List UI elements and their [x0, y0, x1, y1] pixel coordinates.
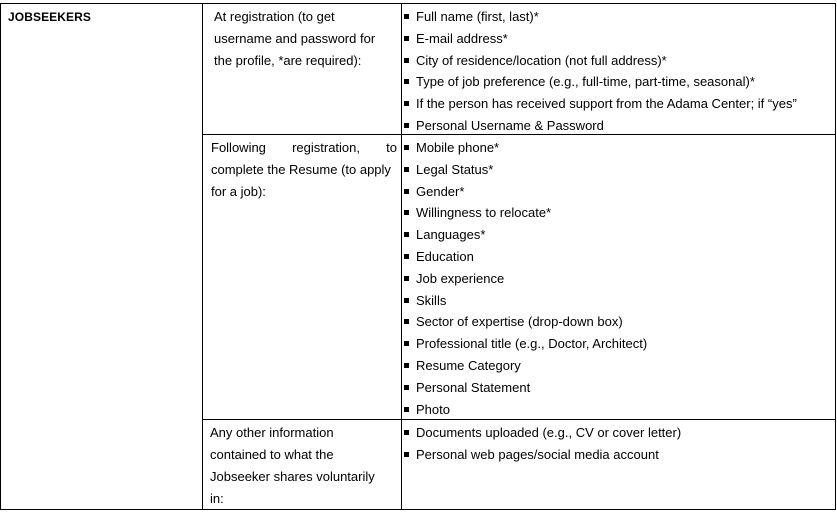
row-description	[214, 6, 394, 72]
list-item	[404, 202, 834, 224]
description-line: in:	[210, 491, 224, 506]
table-border-top	[0, 3, 836, 4]
list-item	[404, 50, 834, 72]
bullet-icon	[404, 363, 409, 368]
list-item-text: Gender*	[416, 183, 465, 199]
list-item	[404, 28, 834, 50]
description-line: the profile, *are required):	[214, 53, 362, 68]
list-item	[404, 377, 834, 399]
list-item	[404, 115, 834, 137]
description-line: Jobseeker shares voluntarily	[210, 469, 375, 484]
bullet-icon	[404, 341, 409, 346]
description-line: for a job):	[211, 184, 266, 199]
bullet-icon	[404, 407, 409, 412]
list-item	[404, 159, 834, 181]
description-line: Any other information	[210, 425, 334, 440]
list-item	[404, 246, 834, 268]
description-word: Following	[211, 140, 266, 155]
list-item	[404, 71, 834, 93]
category-label: JOBSEEKERS	[8, 10, 92, 24]
list-item	[404, 399, 834, 421]
list-item-text: Skills	[416, 292, 447, 308]
list-item	[404, 311, 834, 333]
bullet-icon	[404, 36, 409, 41]
table-border-left	[0, 3, 1, 510]
list-item-text: If the person has received support from the Adama Center; if “yes”	[416, 96, 797, 112]
list-item-text: Personal Username & Password	[416, 117, 604, 133]
list-item-text: Type of job preference (e.g., full-time, part-time, seasonal)*	[416, 74, 755, 90]
list-item-text: Education	[416, 248, 474, 264]
list-item	[404, 422, 834, 444]
list-item-text: E-mail address*	[416, 30, 508, 46]
bullet-icon	[404, 276, 409, 281]
list-item	[404, 444, 834, 466]
bullet-icon	[404, 58, 409, 63]
list-item	[404, 93, 834, 115]
table-border-right	[835, 3, 836, 510]
list-item-text: Documents uploaded (e.g., CV or cover letter)	[416, 425, 682, 440]
bullet-icon	[404, 232, 409, 237]
list-item-text: Personal web pages/social media account	[416, 446, 659, 462]
bullet-icon	[404, 101, 409, 106]
bullet-icon	[404, 430, 409, 435]
bullet-icon	[404, 167, 409, 172]
bullet-icon	[404, 210, 409, 215]
list-item-text: Sector of expertise (drop-down box)	[416, 314, 623, 330]
column-divider-2	[401, 3, 402, 510]
list-item	[404, 268, 834, 290]
list-item	[404, 6, 834, 28]
bullet-icon	[404, 254, 409, 259]
list-item-text: Mobile phone*	[416, 140, 500, 155]
list-item-text: Professional title (e.g., Doctor, Architect)	[416, 336, 648, 352]
list-item-text: Languages*	[416, 227, 486, 243]
description-line: At registration (to get	[214, 9, 335, 24]
row-description	[211, 137, 397, 203]
row-description	[210, 422, 396, 510]
bullet-icon	[404, 319, 409, 324]
list-item	[404, 224, 834, 246]
bullet-icon	[404, 189, 409, 194]
list-item-text: Photo	[416, 401, 450, 417]
bullet-icon	[404, 452, 409, 457]
description-line: username and password for	[214, 31, 376, 46]
description-line: complete the Resume (to apply	[211, 162, 391, 177]
bullet-icon	[404, 145, 409, 150]
bullet-icon	[404, 385, 409, 390]
field-list	[404, 422, 834, 466]
bullet-icon	[404, 79, 409, 84]
list-item-text: Personal Statement	[416, 379, 531, 395]
bullet-icon	[404, 298, 409, 303]
list-item-text: Full name (first, last)*	[416, 9, 539, 24]
list-item-text: Willingness to relocate*	[416, 205, 552, 221]
description-line: contained to what the	[210, 447, 334, 462]
list-item	[404, 137, 834, 159]
description-line	[211, 137, 397, 159]
list-item	[404, 181, 834, 203]
column-divider-1	[202, 3, 203, 510]
bullet-icon	[404, 123, 409, 128]
list-item	[404, 355, 834, 377]
list-item	[404, 333, 834, 355]
description-word: to	[386, 140, 397, 155]
table-border-bottom	[0, 509, 836, 510]
list-item	[404, 290, 834, 312]
list-item-text: Resume Category	[416, 357, 521, 373]
list-item-text: Legal Status*	[416, 161, 494, 177]
field-list	[404, 6, 834, 137]
field-list	[404, 137, 834, 420]
list-item-text: City of residence/location (not full address)*	[416, 52, 667, 68]
list-item-text: Job experience	[416, 270, 505, 286]
bullet-icon	[404, 14, 409, 19]
description-word: registration,	[292, 140, 360, 155]
